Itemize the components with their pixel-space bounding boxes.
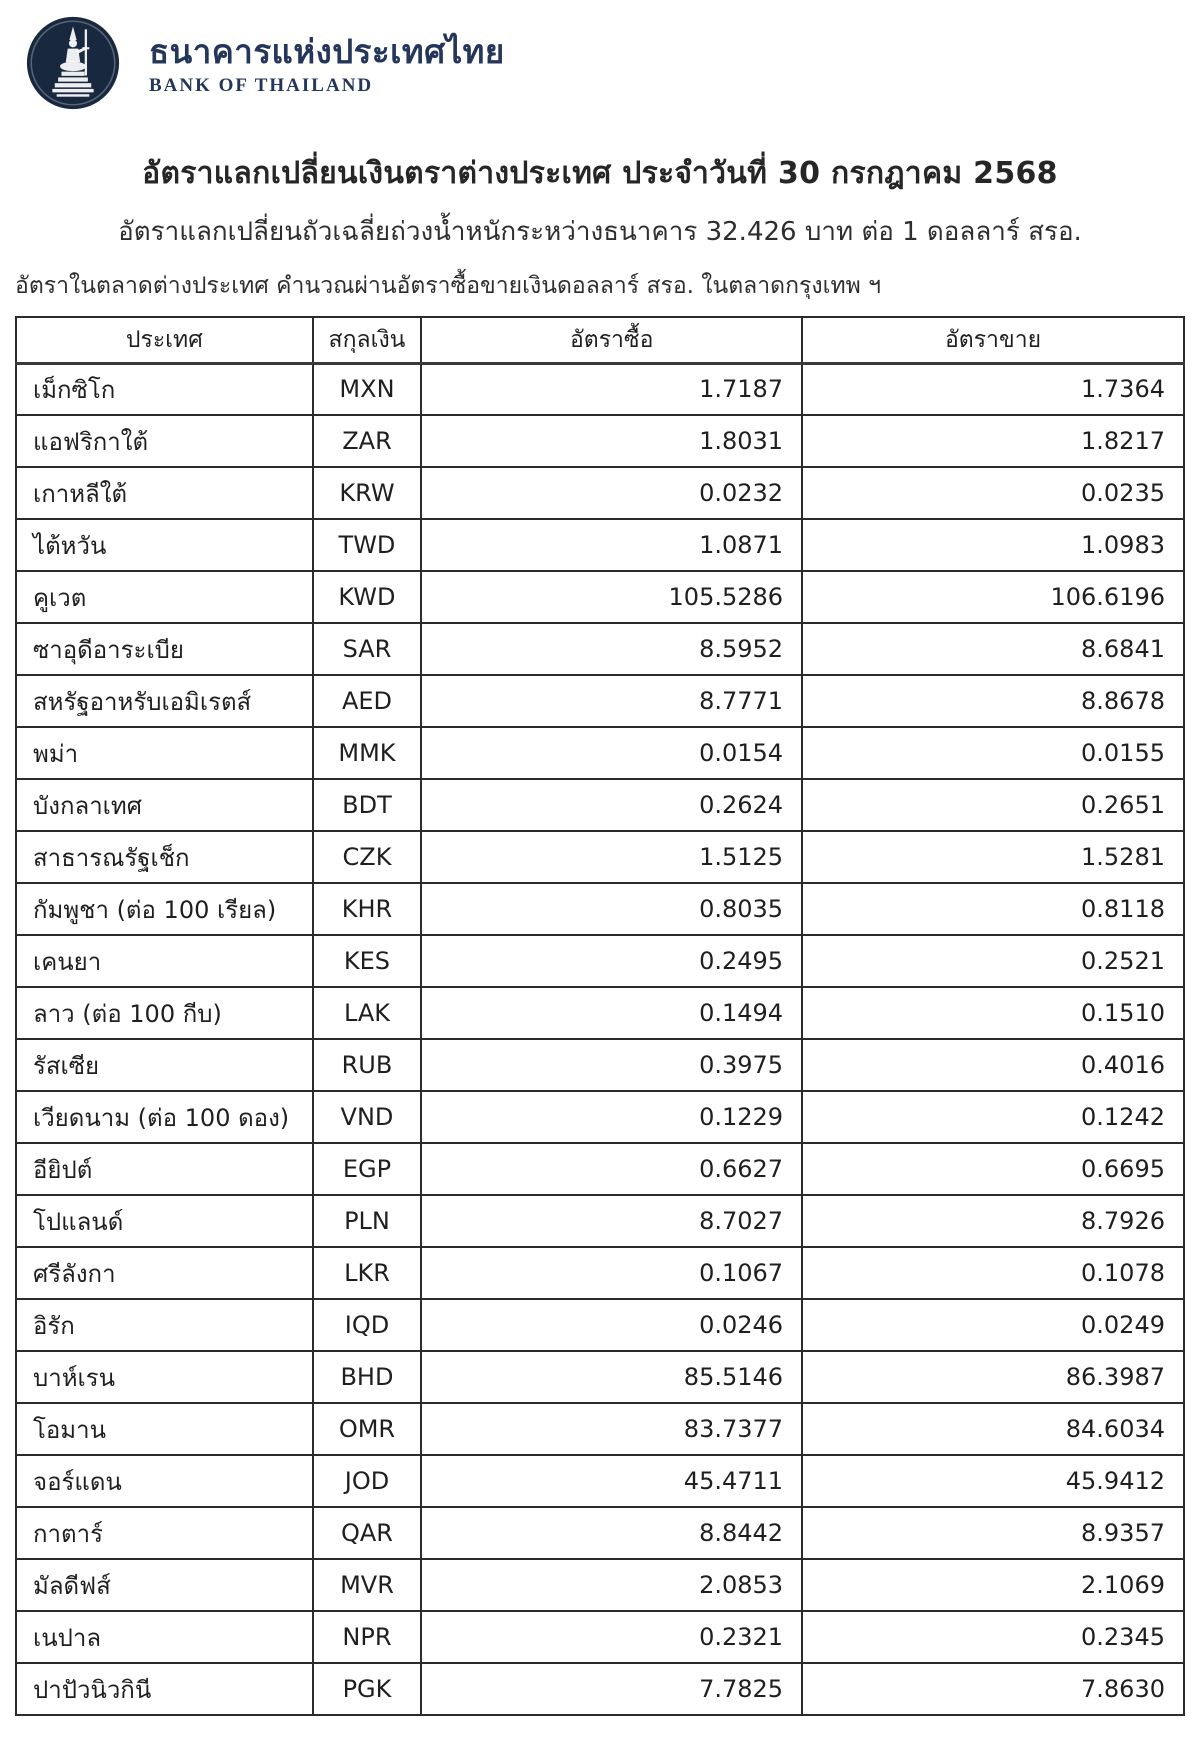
table-row — [16, 1247, 1184, 1299]
selling-rate-cell: 7.8630 — [802, 1663, 1184, 1715]
country-cell: สหรัฐอาหรับเอมิเรตส์ — [16, 675, 313, 727]
currency-code-cell: JOD — [313, 1455, 422, 1507]
currency-code-cell: RUB — [313, 1039, 422, 1091]
table-row — [16, 623, 1184, 675]
selling-rate-cell: 84.6034 — [802, 1403, 1184, 1455]
country-cell: พม่า — [16, 727, 313, 779]
selling-rate-cell: 0.8118 — [802, 883, 1184, 935]
selling-rate-cell: 45.9412 — [802, 1455, 1184, 1507]
currency-code-cell: KWD — [313, 571, 422, 623]
bot-emblem-icon — [25, 15, 121, 111]
table-row — [16, 1403, 1184, 1455]
buying-rate-cell: 0.1067 — [421, 1247, 802, 1299]
table-row — [16, 571, 1184, 623]
buying-rate-cell: 0.2321 — [421, 1611, 802, 1663]
currency-code-cell: KHR — [313, 883, 422, 935]
buying-rate-cell: 0.2624 — [421, 779, 802, 831]
country-cell: บังกลาเทศ — [16, 779, 313, 831]
buying-rate-cell: 8.5952 — [421, 623, 802, 675]
selling-rate-cell: 86.3987 — [802, 1351, 1184, 1403]
country-cell: ไต้หวัน — [16, 519, 313, 571]
currency-code-cell: AED — [313, 675, 422, 727]
currency-code-cell: MVR — [313, 1559, 422, 1611]
selling-rate-cell: 0.1078 — [802, 1247, 1184, 1299]
currency-code-cell: SAR — [313, 623, 422, 675]
selling-rate-cell: 1.0983 — [802, 519, 1184, 571]
table-row — [16, 727, 1184, 779]
selling-rate-cell: 8.6841 — [802, 623, 1184, 675]
country-cell: แอฟริกาใต้ — [16, 415, 313, 467]
selling-rate-cell: 8.7926 — [802, 1195, 1184, 1247]
table-row — [16, 831, 1184, 883]
currency-code-cell: QAR — [313, 1507, 422, 1559]
table-row — [16, 935, 1184, 987]
buying-rate-cell: 105.5286 — [421, 571, 802, 623]
currency-code-cell: BHD — [313, 1351, 422, 1403]
buying-rate-cell: 0.3975 — [421, 1039, 802, 1091]
org-name-thai: ธนาคารแห่งประเทศไทย — [149, 32, 505, 72]
selling-rate-cell: 1.8217 — [802, 415, 1184, 467]
selling-rate-cell: 0.0235 — [802, 467, 1184, 519]
page-title: อัตราแลกเปลี่ยนเงินตราต่างประเทศ ประจำวันที่ 30 กรกฎาคม 2568 — [142, 156, 1058, 191]
selling-rate-cell: 0.0155 — [802, 727, 1184, 779]
buying-rate-cell: 1.8031 — [421, 415, 802, 467]
table-row — [16, 1455, 1184, 1507]
exchange-rate-table — [15, 316, 1185, 1716]
table-row — [16, 415, 1184, 467]
selling-rate-cell: 0.6695 — [802, 1143, 1184, 1195]
country-cell: ลาว (ต่อ 100 กีบ) — [16, 987, 313, 1039]
buying-rate-cell: 1.5125 — [421, 831, 802, 883]
country-cell: เกาหลีใต้ — [16, 467, 313, 519]
header-row — [16, 317, 1184, 363]
table-row — [16, 467, 1184, 519]
currency-code-cell: KES — [313, 935, 422, 987]
currency-code-cell: MMK — [313, 727, 422, 779]
country-cell: กัมพูชา (ต่อ 100 เรียล) — [16, 883, 313, 935]
table-row — [16, 1195, 1184, 1247]
selling-rate-cell: 1.5281 — [802, 831, 1184, 883]
buying-rate-cell: 1.7187 — [421, 363, 802, 415]
buying-rate-cell: 0.0246 — [421, 1299, 802, 1351]
table-header — [16, 317, 1184, 363]
table-row — [16, 987, 1184, 1039]
buying-rate-cell: 8.7027 — [421, 1195, 802, 1247]
selling-rate-cell: 0.1510 — [802, 987, 1184, 1039]
country-cell: โอมาน — [16, 1403, 313, 1455]
country-cell: เนปาล — [16, 1611, 313, 1663]
country-cell: สาธารณรัฐเช็ก — [16, 831, 313, 883]
currency-code-cell: IQD — [313, 1299, 422, 1351]
table-row — [16, 1611, 1184, 1663]
country-cell: โปแลนด์ — [16, 1195, 313, 1247]
rates-table-body — [16, 363, 1184, 1715]
country-cell: ซาอุดีอาระเบีย — [16, 623, 313, 675]
buying-rate-cell: 8.7771 — [421, 675, 802, 727]
currency-code-cell: LKR — [313, 1247, 422, 1299]
table-wrapper — [0, 304, 1200, 1716]
country-cell: อียิปต์ — [16, 1143, 313, 1195]
country-cell: จอร์แดน — [16, 1455, 313, 1507]
selling-rate-cell: 0.2345 — [802, 1611, 1184, 1663]
table-row — [16, 1507, 1184, 1559]
currency-code-cell: BDT — [313, 779, 422, 831]
table-row — [16, 779, 1184, 831]
table-row — [16, 1091, 1184, 1143]
currency-code-cell: MXN — [313, 363, 422, 415]
table-row — [16, 1039, 1184, 1091]
currency-code-cell: VND — [313, 1091, 422, 1143]
selling-rate-cell: 0.2521 — [802, 935, 1184, 987]
table-row — [16, 1351, 1184, 1403]
column-header-buy-rate: อัตราซื้อ — [421, 317, 802, 363]
country-cell: บาห์เรน — [16, 1351, 313, 1403]
table-row — [16, 519, 1184, 571]
selling-rate-cell: 8.9357 — [802, 1507, 1184, 1559]
buying-rate-cell: 85.5146 — [421, 1351, 802, 1403]
currency-code-cell: EGP — [313, 1143, 422, 1195]
currency-code-cell: KRW — [313, 467, 422, 519]
table-row — [16, 883, 1184, 935]
table-row — [16, 1143, 1184, 1195]
currency-code-cell: OMR — [313, 1403, 422, 1455]
selling-rate-cell: 106.6196 — [802, 571, 1184, 623]
column-header-currency: สกุลเงิน — [313, 317, 422, 363]
country-cell: ปาปัวนิวกินี — [16, 1663, 313, 1715]
buying-rate-cell: 45.4711 — [421, 1455, 802, 1507]
buying-rate-cell: 2.0853 — [421, 1559, 802, 1611]
currency-code-cell: ZAR — [313, 415, 422, 467]
selling-rate-cell: 0.1242 — [802, 1091, 1184, 1143]
bank-of-thailand-masthead — [0, 0, 1200, 118]
country-cell: อิรัก — [16, 1299, 313, 1351]
selling-rate-cell: 8.8678 — [802, 675, 1184, 727]
currency-code-cell: TWD — [313, 519, 422, 571]
country-cell: เม็กซิโก — [16, 363, 313, 415]
buying-rate-cell: 0.1229 — [421, 1091, 802, 1143]
buying-rate-cell: 0.8035 — [421, 883, 802, 935]
selling-rate-cell: 0.4016 — [802, 1039, 1184, 1091]
currency-code-cell: PLN — [313, 1195, 422, 1247]
country-cell: เคนยา — [16, 935, 313, 987]
org-name-english: BANK OF THAILAND — [149, 74, 374, 96]
selling-rate-cell: 0.0249 — [802, 1299, 1184, 1351]
country-cell: มัลดีฟส์ — [16, 1559, 313, 1611]
buying-rate-cell: 8.8442 — [421, 1507, 802, 1559]
page-subtitle: อัตราแลกเปลี่ยนถัวเฉลี่ยถ่วงน้ำหนักระหว่างธนาคาร 32.426 บาท ต่อ 1 ดอลลาร์ สรอ. — [118, 217, 1082, 247]
buying-rate-cell: 1.0871 — [421, 519, 802, 571]
column-header-country: ประเทศ — [16, 317, 313, 363]
table-row — [16, 675, 1184, 727]
market-note: อัตราในตลาดต่างประเทศ คำนวณผ่านอัตราซื้อขายเงินดอลลาร์ สรอ. ในตลาดกรุงเทพ ฯ — [15, 273, 882, 299]
country-cell: รัสเซีย — [16, 1039, 313, 1091]
country-cell: คูเวต — [16, 571, 313, 623]
buying-rate-cell: 7.7825 — [421, 1663, 802, 1715]
buying-rate-cell: 0.0232 — [421, 467, 802, 519]
country-cell: ศรีลังกา — [16, 1247, 313, 1299]
table-row — [16, 1559, 1184, 1611]
currency-code-cell: LAK — [313, 987, 422, 1039]
currency-code-cell: CZK — [313, 831, 422, 883]
org-names — [149, 29, 505, 97]
column-header-sell-rate: อัตราขาย — [802, 317, 1184, 363]
buying-rate-cell: 0.0154 — [421, 727, 802, 779]
currency-code-cell: PGK — [313, 1663, 422, 1715]
buying-rate-cell: 0.6627 — [421, 1143, 802, 1195]
currency-code-cell: NPR — [313, 1611, 422, 1663]
country-cell: เวียดนาม (ต่อ 100 ดอง) — [16, 1091, 313, 1143]
buying-rate-cell: 0.1494 — [421, 987, 802, 1039]
selling-rate-cell: 1.7364 — [802, 363, 1184, 415]
buying-rate-cell: 83.7377 — [421, 1403, 802, 1455]
selling-rate-cell: 0.2651 — [802, 779, 1184, 831]
buying-rate-cell: 0.2495 — [421, 935, 802, 987]
table-row — [16, 1663, 1184, 1715]
selling-rate-cell: 2.1069 — [802, 1559, 1184, 1611]
table-row — [16, 363, 1184, 415]
country-cell: กาตาร์ — [16, 1507, 313, 1559]
table-row — [16, 1299, 1184, 1351]
